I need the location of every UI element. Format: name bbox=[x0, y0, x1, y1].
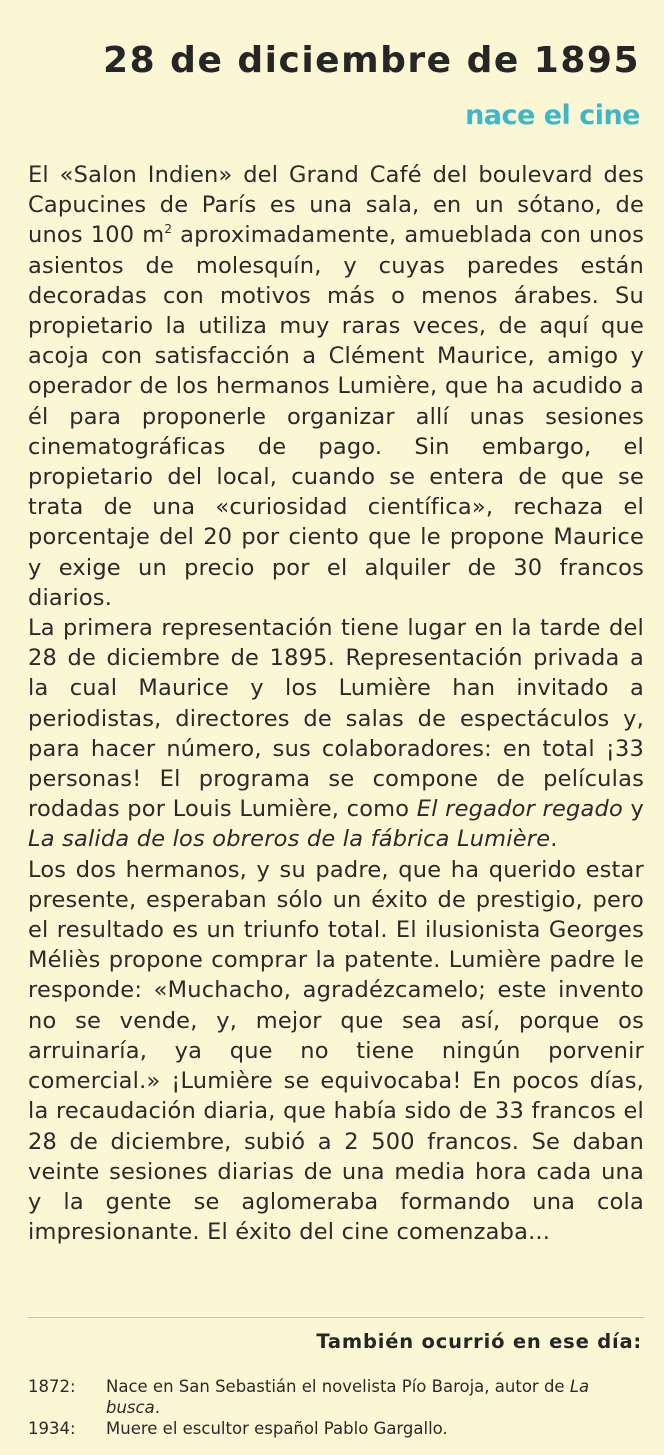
paragraph-1-text-b: aproximadamente, amueblada con unos asientos de molesquín, y cuyas paredes están decoradas con motivos más o menos árabes. Su propietario la utiliza muy raras veces, de aquí que acoja con satisfacción a Clément Maurice, amigo y operador de los hermanos Lumière, que ha acudido a él para proponerle organizar allí unas sesiones cinematográficas de pago. Sin embargo, el propietario del local, cuando se entera de que se trata de una «curiosidad científica», rechaza el porcentaje del 20 por ciento que le propone Maurice y exige un precio por el alquiler de 30 francos diarios. bbox=[28, 222, 644, 611]
article-body bbox=[28, 160, 644, 1247]
superscript-2: 2 bbox=[164, 222, 173, 237]
event-year: 1872: bbox=[28, 1377, 76, 1396]
events-list bbox=[28, 1376, 648, 1439]
paragraph-3: Los dos hermanos, y su padre, que ha querido estar presente, esperaban sólo un éxito de prestigio, pero el resultado es un triunfo total. El ilusionista Georges Méliès propone comprar la patente. Lumière padre le responde: «Muchacho, agradézcamelo; este invento no se vende, y, mejor que sea así, porque os arruinaría, ya que no tiene ningún porvenir comercial.» ¡Lumière se equivocaba! En pocos días, la recaudación diaria, que había sido de 33 francos el 28 de diciembre, subió a 2 500 francos. Se daban veinte sesiones diarias de una media hora cada una y la gente se aglomeraba formando una cola impresionante. El éxito del cine comenzaba... bbox=[28, 856, 644, 1246]
paragraph-2-text-c: . bbox=[550, 826, 558, 853]
paragraph-1-text-a: El «Salon Indien» del Grand Café del boulevard des Capucines de París es una sala, en un sótano, de unos 100 m bbox=[28, 162, 644, 249]
event-description: Muere el escultor español Pablo Gargallo. bbox=[106, 1419, 448, 1438]
paragraph-2-text-b: y bbox=[622, 796, 644, 823]
paragraph-1 bbox=[28, 160, 644, 613]
event-text bbox=[106, 1418, 648, 1439]
also-heading: También ocurrió en ese día: bbox=[316, 1330, 642, 1353]
paragraph-2-text-a: La primera representación tiene lugar en la tarde del 28 de diciembre de 1895. Representación privada a la cual Maurice y los Lumière han invitado a periodistas, directores de salas de espectáculos y, para hacer número, sus colaboradores: en total ¡33 personas! El programa se compone de películas rodadas por Louis Lumière, como bbox=[28, 615, 644, 823]
event-year: 1934: bbox=[28, 1419, 76, 1438]
event-item bbox=[28, 1376, 648, 1418]
book-title: La busca bbox=[106, 1377, 590, 1417]
paragraph-2 bbox=[28, 613, 644, 855]
film-title-salida: La salida de los obreros de la fábrica Lumière bbox=[28, 826, 551, 853]
event-end: . bbox=[154, 1398, 160, 1417]
page-subtitle: nace el cine bbox=[465, 100, 640, 131]
event-description: Nace en San Sebastián el novelista Pío Baroja, autor de bbox=[106, 1377, 570, 1396]
section-divider bbox=[28, 1317, 644, 1318]
event-text bbox=[106, 1376, 648, 1418]
film-title-regador: El regador regado bbox=[416, 796, 623, 823]
page-title: 28 de diciembre de 1895 bbox=[103, 40, 640, 81]
event-item bbox=[28, 1418, 648, 1439]
